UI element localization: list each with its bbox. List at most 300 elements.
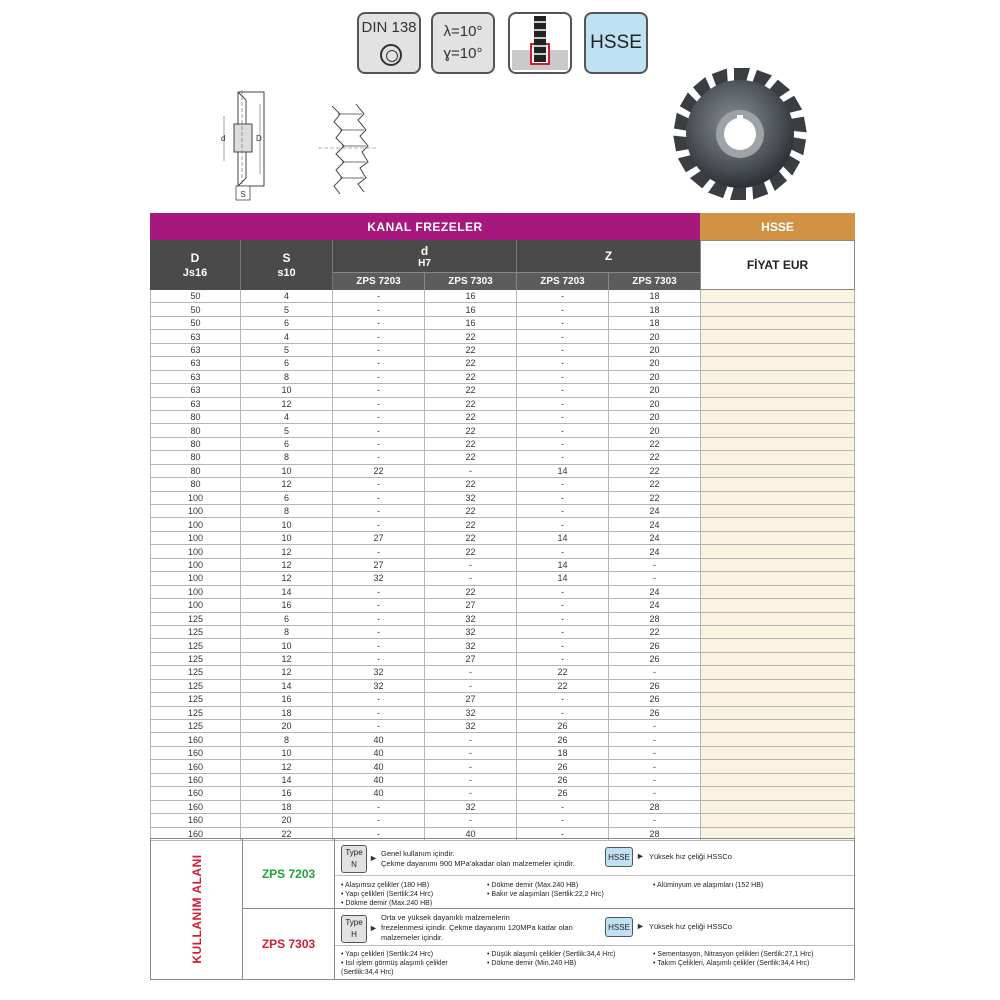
table-cell bbox=[701, 330, 855, 342]
gamma-angle: ɣ=10° bbox=[443, 45, 483, 62]
table-cell: - bbox=[333, 814, 425, 826]
table-cell: - bbox=[517, 424, 609, 436]
table-cell: 22 bbox=[425, 545, 517, 557]
table-cell: 32 bbox=[425, 626, 517, 638]
table-cell: 22 bbox=[425, 398, 517, 410]
table-cell: 24 bbox=[609, 518, 701, 530]
table-cell: 22 bbox=[609, 492, 701, 504]
table-cell: 22 bbox=[425, 371, 517, 383]
din-138-icon bbox=[357, 12, 421, 74]
table-cell: - bbox=[517, 303, 609, 315]
zps7203-materials-col2 bbox=[487, 881, 604, 899]
table-cell: 8 bbox=[241, 626, 333, 638]
table-cell: 32 bbox=[425, 639, 517, 651]
table-row bbox=[150, 693, 855, 706]
material-item: • Yapı çelikleri (Sertlik:24 Hrc) bbox=[341, 890, 433, 899]
table-cell: - bbox=[425, 787, 517, 799]
table-cell: 22 bbox=[425, 344, 517, 356]
table-cell bbox=[701, 733, 855, 745]
table-cell: 26 bbox=[517, 733, 609, 745]
hsse-icon bbox=[584, 12, 648, 74]
zps7203-desc-1: Genel kullanım içindir. bbox=[381, 849, 455, 858]
table-cell: 160 bbox=[150, 774, 241, 786]
col-header-Z: Z bbox=[517, 240, 700, 272]
table-cell bbox=[701, 639, 855, 651]
table-cell: 125 bbox=[150, 626, 241, 638]
table-cell: 22 bbox=[425, 411, 517, 423]
table-cell: 24 bbox=[609, 532, 701, 544]
table-cell bbox=[701, 398, 855, 410]
divider bbox=[335, 875, 854, 876]
table-cell: 80 bbox=[150, 411, 241, 423]
table-row bbox=[150, 613, 855, 626]
subheader-z-zps7303: ZPS 7303 bbox=[609, 272, 700, 290]
table-cell: 26 bbox=[517, 787, 609, 799]
table-cell: 26 bbox=[609, 680, 701, 692]
table-cell: 125 bbox=[150, 613, 241, 625]
table-cell: 22 bbox=[425, 505, 517, 517]
type-h-badge bbox=[341, 915, 367, 943]
table-cell: - bbox=[517, 330, 609, 342]
table-cell: 125 bbox=[150, 639, 241, 651]
table-cell: - bbox=[333, 653, 425, 665]
table-cell: 10 bbox=[241, 639, 333, 651]
table-row bbox=[150, 747, 855, 760]
table-row bbox=[150, 599, 855, 612]
col-header-D-label: D bbox=[190, 251, 200, 265]
table-row bbox=[150, 814, 855, 827]
table-cell: 22 bbox=[609, 626, 701, 638]
din-label: DIN 138 bbox=[361, 19, 417, 36]
type-h-word: Type bbox=[345, 918, 363, 927]
table-cell: 12 bbox=[241, 559, 333, 571]
zps7203-materials-col3 bbox=[653, 881, 763, 890]
table-cell: 18 bbox=[609, 317, 701, 329]
table-cell bbox=[701, 492, 855, 504]
table-cell bbox=[701, 586, 855, 598]
table-cell: 26 bbox=[517, 720, 609, 732]
table-cell: - bbox=[517, 290, 609, 302]
table-cell bbox=[701, 505, 855, 517]
table-cell: 22 bbox=[517, 680, 609, 692]
table-cell: 14 bbox=[517, 532, 609, 544]
table-cell: - bbox=[609, 814, 701, 826]
table-cell: - bbox=[425, 733, 517, 745]
table-cell bbox=[701, 559, 855, 571]
table-cell: - bbox=[517, 639, 609, 651]
table-cell: 14 bbox=[241, 586, 333, 598]
table-row bbox=[150, 492, 855, 505]
table-cell: 26 bbox=[609, 693, 701, 705]
divider bbox=[335, 945, 854, 946]
table-cell: 26 bbox=[609, 639, 701, 651]
table-cell bbox=[701, 653, 855, 665]
table-row bbox=[150, 344, 855, 357]
table-cell: 63 bbox=[150, 330, 241, 342]
table-cell: - bbox=[609, 733, 701, 745]
table-cell: 6 bbox=[241, 613, 333, 625]
table-cell: 22 bbox=[609, 478, 701, 490]
slot-cutting-graphic bbox=[510, 14, 570, 72]
table-cell: - bbox=[425, 747, 517, 759]
table-row bbox=[150, 666, 855, 679]
table-cell: 80 bbox=[150, 424, 241, 436]
table-cell: - bbox=[517, 518, 609, 530]
arrow-right-icon: ► bbox=[369, 853, 378, 863]
table-row bbox=[150, 680, 855, 693]
table-row bbox=[150, 733, 855, 746]
usage-label-cell bbox=[151, 839, 243, 979]
table-cell bbox=[701, 384, 855, 396]
table-cell: 40 bbox=[333, 733, 425, 745]
col-header-bore-tol: H7 bbox=[418, 257, 431, 269]
type-n-letter: N bbox=[351, 860, 357, 869]
table-cell: - bbox=[517, 599, 609, 611]
table-cell: - bbox=[609, 720, 701, 732]
table-cell: 160 bbox=[150, 787, 241, 799]
lambda-angle: λ=10° bbox=[443, 23, 483, 40]
table-row bbox=[150, 707, 855, 720]
table-row bbox=[150, 371, 855, 384]
table-cell: 8 bbox=[241, 451, 333, 463]
table-row bbox=[150, 398, 855, 411]
table-cell: 24 bbox=[609, 505, 701, 517]
table-cell: 22 bbox=[425, 330, 517, 342]
table-cell: 14 bbox=[241, 680, 333, 692]
table-cell: 32 bbox=[333, 680, 425, 692]
table-cell: - bbox=[333, 828, 425, 840]
table-cell bbox=[701, 424, 855, 436]
table-cell: 63 bbox=[150, 344, 241, 356]
table-cell: 32 bbox=[333, 572, 425, 584]
usage-section bbox=[150, 838, 855, 980]
table-title-band: KANAL FREZELER bbox=[150, 213, 700, 240]
table-cell: - bbox=[333, 599, 425, 611]
zps7303-hsse-note: Yüksek hız çeliği HSSCo bbox=[649, 922, 732, 931]
table-row bbox=[150, 317, 855, 330]
table-row bbox=[150, 357, 855, 370]
zps7303-desc-3: malzemeler içindir. bbox=[381, 933, 444, 942]
table-cell: 27 bbox=[333, 532, 425, 544]
table-row bbox=[150, 478, 855, 491]
table-cell: 80 bbox=[150, 465, 241, 477]
col-header-D bbox=[150, 240, 241, 290]
table-cell: - bbox=[333, 639, 425, 651]
table-cell bbox=[701, 599, 855, 611]
table-cell: 26 bbox=[517, 774, 609, 786]
col-header-S-tol: s10 bbox=[277, 267, 296, 279]
usage-code-zps7203: ZPS 7203 bbox=[243, 839, 335, 909]
drawing-d-label: d bbox=[221, 134, 226, 143]
usage-zps7303-details bbox=[335, 909, 854, 979]
table-cell: - bbox=[609, 774, 701, 786]
table-cell: 20 bbox=[609, 344, 701, 356]
table-cell: - bbox=[609, 572, 701, 584]
table-cell: 24 bbox=[609, 599, 701, 611]
table-cell: 20 bbox=[609, 398, 701, 410]
table-cell: 22 bbox=[425, 438, 517, 450]
table-row bbox=[150, 787, 855, 800]
zps7203-hsse-badge: HSSE bbox=[605, 847, 633, 867]
table-cell: 100 bbox=[150, 599, 241, 611]
table-cell: 100 bbox=[150, 586, 241, 598]
table-cell: 24 bbox=[609, 586, 701, 598]
table-cell: 63 bbox=[150, 357, 241, 369]
table-cell: - bbox=[425, 559, 517, 571]
table-cell: 6 bbox=[241, 492, 333, 504]
table-cell: - bbox=[609, 559, 701, 571]
table-cell bbox=[701, 613, 855, 625]
table-cell: 20 bbox=[609, 424, 701, 436]
table-cell: - bbox=[425, 465, 517, 477]
table-row bbox=[150, 290, 855, 303]
table-cell: - bbox=[425, 774, 517, 786]
table-cell bbox=[701, 707, 855, 719]
material-item: • Yapı çelikleri (Sertlik:24 Hrc) bbox=[341, 950, 448, 959]
table-cell: - bbox=[333, 451, 425, 463]
material-item-continued: (Sertlik:34,4 Hrc) bbox=[341, 969, 394, 976]
table-row bbox=[150, 330, 855, 343]
table-cell: 125 bbox=[150, 680, 241, 692]
table-cell: 4 bbox=[241, 330, 333, 342]
table-cell: 5 bbox=[241, 303, 333, 315]
table-cell: - bbox=[333, 613, 425, 625]
table-cell: - bbox=[333, 720, 425, 732]
table-cell: - bbox=[517, 344, 609, 356]
table-cell: - bbox=[333, 707, 425, 719]
table-cell: - bbox=[333, 492, 425, 504]
subheader-bore-zps7303: ZPS 7303 bbox=[425, 272, 517, 290]
table-cell: 12 bbox=[241, 572, 333, 584]
zps7203-hsse-note: Yüksek hız çeliği HSSCo bbox=[649, 852, 732, 861]
table-cell: - bbox=[425, 572, 517, 584]
table-cell: - bbox=[517, 451, 609, 463]
table-cell: 18 bbox=[609, 290, 701, 302]
table-cell: 22 bbox=[425, 384, 517, 396]
table-cell: 20 bbox=[609, 357, 701, 369]
table-cell bbox=[701, 451, 855, 463]
table-cell: 16 bbox=[425, 317, 517, 329]
table-cell: - bbox=[517, 693, 609, 705]
table-cell bbox=[701, 774, 855, 786]
table-cell: 22 bbox=[609, 451, 701, 463]
arrow-right-icon: ► bbox=[369, 923, 378, 933]
table-cell: - bbox=[425, 814, 517, 826]
table-cell: - bbox=[517, 411, 609, 423]
table-cell bbox=[701, 532, 855, 544]
table-cell: 12 bbox=[241, 478, 333, 490]
table-cell: - bbox=[517, 357, 609, 369]
table-cell: 40 bbox=[425, 828, 517, 840]
usage-zps7203-details bbox=[335, 839, 854, 909]
usage-label: KULLANIM ALANI bbox=[190, 854, 204, 964]
table-cell: 4 bbox=[241, 290, 333, 302]
table-cell: 22 bbox=[425, 478, 517, 490]
hsse-band: HSSE bbox=[700, 213, 855, 240]
table-cell: 40 bbox=[333, 774, 425, 786]
hsse-label: HSSE bbox=[590, 32, 642, 53]
table-cell: - bbox=[425, 680, 517, 692]
table-cell: 125 bbox=[150, 653, 241, 665]
table-cell: 160 bbox=[150, 760, 241, 772]
table-cell: 20 bbox=[609, 384, 701, 396]
table-cell: 16 bbox=[425, 290, 517, 302]
material-item: • Düşük alaşımlı çelikler (Sertlik:34,4 Hrc) bbox=[487, 950, 616, 959]
table-cell: - bbox=[517, 707, 609, 719]
din-circle-icon bbox=[380, 44, 402, 66]
table-cell: - bbox=[333, 505, 425, 517]
arrow-right-icon: ► bbox=[636, 921, 645, 931]
table-cell: 22 bbox=[425, 357, 517, 369]
zps7303-desc-2: frezelenmesi içindir. Çekme dayanımı 120MPa kadar olan bbox=[381, 923, 573, 932]
material-item: • Sementasyon, Nitrasyon çelikleri (Sertlik:27,1 Hrc) bbox=[653, 950, 813, 959]
table-cell: 22 bbox=[609, 465, 701, 477]
material-item: • Dökme demir (Min.240 HB) bbox=[487, 959, 616, 968]
table-cell: 24 bbox=[609, 545, 701, 557]
zps7203-desc-2: Çekme dayanımı 900 MPa'akadar olan malzemeler içindir. bbox=[381, 859, 575, 868]
table-row bbox=[150, 411, 855, 424]
table-cell: - bbox=[333, 411, 425, 423]
cutter-section-drawing bbox=[212, 86, 274, 202]
table-cell: - bbox=[517, 545, 609, 557]
table-cell: 100 bbox=[150, 518, 241, 530]
table-row bbox=[150, 626, 855, 639]
table-row bbox=[150, 303, 855, 316]
table-cell: - bbox=[517, 492, 609, 504]
table-cell: 10 bbox=[241, 747, 333, 759]
table-cell: - bbox=[517, 828, 609, 840]
table-row bbox=[150, 451, 855, 464]
col-header-price: FİYAT EUR bbox=[700, 240, 855, 290]
table-cell: 40 bbox=[333, 760, 425, 772]
table-cell bbox=[701, 290, 855, 302]
table-cell bbox=[701, 438, 855, 450]
table-cell: 10 bbox=[241, 465, 333, 477]
table-cell: 14 bbox=[517, 465, 609, 477]
table-cell: 10 bbox=[241, 384, 333, 396]
col-header-D-tol: Js16 bbox=[182, 267, 208, 279]
table-cell: 20 bbox=[241, 814, 333, 826]
table-cell: 14 bbox=[517, 559, 609, 571]
table-cell: 125 bbox=[150, 693, 241, 705]
table-cell bbox=[701, 411, 855, 423]
table-cell: 125 bbox=[150, 707, 241, 719]
table-cell: - bbox=[517, 384, 609, 396]
table-cell: 27 bbox=[425, 653, 517, 665]
table-cell: 80 bbox=[150, 478, 241, 490]
table-cell: 32 bbox=[425, 720, 517, 732]
material-item: • Isıl işlem görmüş alaşımlı çelikler bbox=[341, 959, 448, 968]
table-cell: 125 bbox=[150, 666, 241, 678]
table-cell bbox=[701, 478, 855, 490]
table-cell bbox=[701, 814, 855, 826]
table-row bbox=[150, 505, 855, 518]
table-row bbox=[150, 384, 855, 397]
slot-cutting-icon bbox=[508, 12, 572, 74]
table-cell: 160 bbox=[150, 828, 241, 840]
table-cell: 18 bbox=[241, 707, 333, 719]
table-cell: 16 bbox=[241, 787, 333, 799]
table-cell: 14 bbox=[241, 774, 333, 786]
table-cell: - bbox=[333, 424, 425, 436]
table-cell: 22 bbox=[425, 586, 517, 598]
table-cell bbox=[701, 371, 855, 383]
table-cell: - bbox=[333, 518, 425, 530]
table-cell: - bbox=[517, 613, 609, 625]
table-cell: 8 bbox=[241, 733, 333, 745]
table-cell: 16 bbox=[425, 303, 517, 315]
table-cell bbox=[701, 760, 855, 772]
table-cell: - bbox=[333, 693, 425, 705]
table-cell: 100 bbox=[150, 572, 241, 584]
tooth-profile-drawing bbox=[318, 100, 378, 196]
table-cell: 18 bbox=[241, 801, 333, 813]
cutter-photo bbox=[670, 64, 810, 204]
table-cell: 20 bbox=[609, 371, 701, 383]
table-cell bbox=[701, 303, 855, 315]
table-cell bbox=[701, 787, 855, 799]
table-cell: - bbox=[517, 653, 609, 665]
table-cell: - bbox=[333, 303, 425, 315]
table-cell: 100 bbox=[150, 532, 241, 544]
table-cell: 26 bbox=[609, 653, 701, 665]
table-cell: 63 bbox=[150, 384, 241, 396]
table-cell: - bbox=[333, 586, 425, 598]
table-cell: 18 bbox=[517, 747, 609, 759]
table-cell bbox=[701, 801, 855, 813]
material-item: • Dökme demir (Max.240 HB) bbox=[341, 899, 433, 908]
table-cell: - bbox=[333, 438, 425, 450]
table-row bbox=[150, 572, 855, 585]
col-header-bore-label: d bbox=[420, 243, 429, 258]
table-cell: 100 bbox=[150, 545, 241, 557]
table-cell: 27 bbox=[425, 599, 517, 611]
table-cell: - bbox=[517, 814, 609, 826]
subheader-bore-zps7203: ZPS 7203 bbox=[333, 272, 425, 290]
table-cell: 6 bbox=[241, 357, 333, 369]
table-cell bbox=[701, 545, 855, 557]
table-cell: - bbox=[333, 357, 425, 369]
table-cell: - bbox=[609, 747, 701, 759]
table-cell: 40 bbox=[333, 747, 425, 759]
table-cell: - bbox=[333, 371, 425, 383]
table-cell: - bbox=[333, 801, 425, 813]
table-row bbox=[150, 586, 855, 599]
table-cell bbox=[701, 666, 855, 678]
table-cell bbox=[701, 626, 855, 638]
zps7303-materials-col2 bbox=[487, 950, 616, 968]
table-row bbox=[150, 424, 855, 437]
table-cell: - bbox=[425, 666, 517, 678]
table-cell: 28 bbox=[609, 828, 701, 840]
table-cell: 22 bbox=[425, 518, 517, 530]
table-cell: 32 bbox=[333, 666, 425, 678]
angle-icon bbox=[431, 12, 495, 74]
col-header-bore bbox=[333, 240, 517, 272]
table-row bbox=[150, 774, 855, 787]
table-cell: 22 bbox=[425, 424, 517, 436]
table-cell: 50 bbox=[150, 317, 241, 329]
table-cell: 160 bbox=[150, 733, 241, 745]
table-row bbox=[150, 801, 855, 814]
table-cell: 20 bbox=[609, 411, 701, 423]
table-cell: - bbox=[517, 438, 609, 450]
material-item: • Takım Çelikleri, Alaşımlı çelikler (Sertlik:34,4 Hrc) bbox=[653, 959, 813, 968]
table-cell: - bbox=[517, 478, 609, 490]
data-table-body bbox=[150, 290, 855, 841]
table-cell: 40 bbox=[333, 787, 425, 799]
table-row bbox=[150, 465, 855, 478]
